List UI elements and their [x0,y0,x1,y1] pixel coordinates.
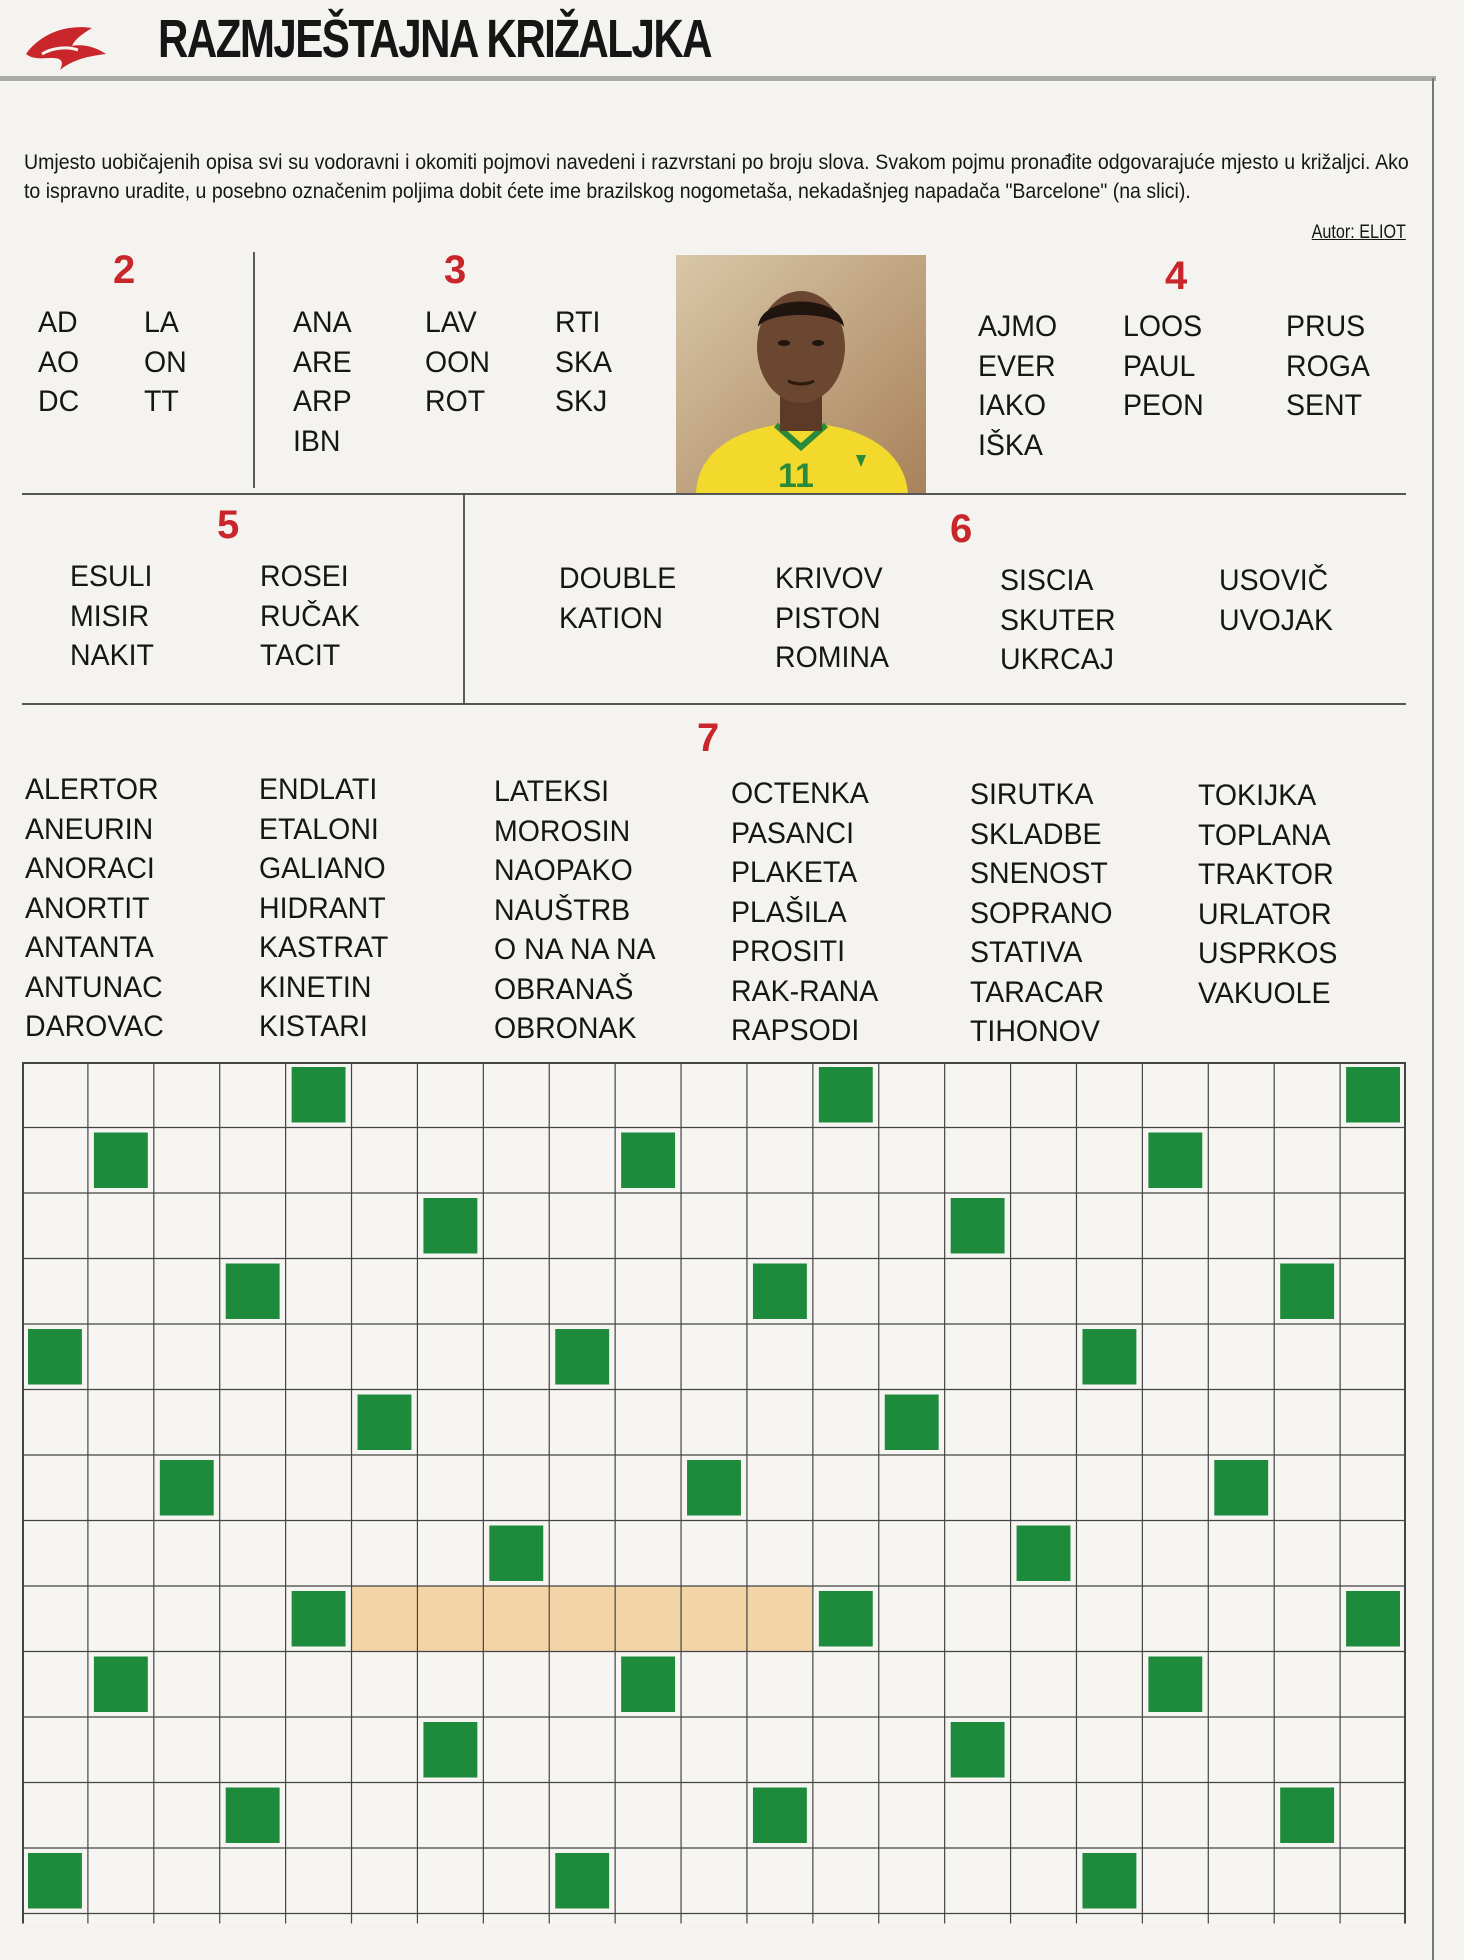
word: PLAŠILA [731,895,847,929]
green-block-cell [226,1264,280,1320]
word: LA [144,306,179,339]
word: ON [144,345,187,379]
header-divider [0,76,1436,81]
green-block-cell [1148,1657,1202,1713]
word: LATEKSI [494,775,610,808]
word: ESULI [70,560,153,593]
word: KINETIN [259,970,372,1004]
word: PLAKETA [731,856,858,889]
section-5-col-2 [260,557,365,676]
word: PISTON [775,601,881,635]
word: SNENOST [970,857,1108,890]
word: NAUŠTRB [494,893,631,927]
svg-text:11: 11 [778,457,814,493]
green-block-cell [555,1329,609,1385]
green-block-cell [1148,1133,1202,1189]
word: SKLADBE [970,817,1102,851]
word: ROGA [1286,349,1370,383]
word: RTI [555,306,601,339]
section-7-col-3 [494,772,664,1049]
green-block-cell [1346,1067,1400,1123]
green-block-cell [687,1460,741,1516]
section-3-col-2 [425,303,493,422]
word: TRAKTOR [1198,858,1334,891]
word: AD [38,306,78,339]
word: TOPLANA [1198,818,1331,852]
word: UVOJAK [1219,603,1334,637]
green-block-cell [423,1722,477,1778]
section-6-number: 6 [950,507,973,551]
word: ANTUNAC [25,970,163,1004]
word: OBRANAŠ [494,972,634,1006]
word: ETALONI [259,812,379,846]
section-6-col-1 [559,559,682,638]
word: LAV [425,306,477,339]
word: AJMO [978,310,1058,343]
word: ALERTOR [25,773,159,806]
section-7-col-4 [731,774,886,1051]
word: ANTANTA [25,931,154,964]
word: ANORACI [25,852,155,885]
section-6-col-3 [1000,561,1122,680]
section-4-number: 4 [1165,254,1188,298]
word: RUČAK [260,599,360,633]
word: OBRONAK [494,1012,637,1045]
word: MISIR [70,599,150,633]
word: SKA [555,345,613,379]
green-block-cell [160,1460,214,1516]
green-block-cell [94,1657,148,1713]
section-7-col-2 [259,770,395,1047]
word: SENT [1286,389,1363,422]
word: TARACAR [970,975,1105,1009]
word: IŠKA [978,428,1043,462]
word: KISTARI [259,1010,368,1043]
word: HIDRANT [259,891,386,925]
green-block-cell [1082,1329,1136,1385]
word: EVER [978,349,1056,383]
word: PEON [1123,389,1204,422]
green-block-cell [423,1198,477,1254]
word: URLATOR [1198,897,1332,931]
word: O NA NA NA [494,933,656,966]
word: KRIVOV [775,562,883,595]
word: AO [38,345,80,379]
section-5-number: 5 [217,503,240,547]
green-block-cell [819,1591,873,1647]
section-7-col-1 [25,770,171,1047]
section-3-number: 3 [444,248,467,292]
word: ARP [293,385,352,418]
green-block-cell [1214,1460,1268,1516]
green-block-cell [753,1264,807,1320]
word: TACIT [260,639,341,672]
green-block-cell [621,1133,675,1189]
word: SIRUTKA [970,778,1094,811]
section-2-number: 2 [113,248,136,292]
section-5-col-1 [70,557,158,676]
word: UKRCAJ [1000,643,1115,676]
green-block-cell [28,1853,82,1909]
green-block-cell [358,1395,412,1451]
word: RAPSODI [731,1014,860,1047]
green-block-cell [1280,1788,1334,1844]
green-block-cell [819,1067,873,1123]
word: USOVIČ [1219,564,1329,597]
word: SISCIA [1000,564,1094,597]
section-7-number: 7 [697,716,720,760]
word: TT [144,385,179,418]
word: DAROVAC [25,1010,164,1043]
section-3-col-3 [555,303,615,422]
section-6-col-4 [1219,561,1339,640]
row-divider-2 [22,703,1406,705]
word: IBN [293,424,341,458]
green-block-cell [28,1329,82,1385]
word: KATION [559,601,663,635]
word: ARE [293,345,352,379]
word: MOROSIN [494,814,631,848]
word: OON [425,345,490,379]
word: ROSEI [260,560,349,593]
green-block-cell [1082,1853,1136,1909]
word: OCTENKA [731,777,869,810]
author-credit: Autor: ELIOT [1311,222,1406,243]
green-block-cell [292,1067,346,1123]
word: VAKUOLE [1198,976,1331,1010]
section-7-col-5 [970,775,1120,1052]
word: NAOPAKO [494,854,633,887]
bird-logo-icon [22,14,114,74]
word: PRUS [1286,310,1366,343]
section-2-col-2 [144,303,189,422]
row-divider-1 [22,493,1406,495]
word: RAK-RANA [731,974,879,1008]
instructions-text: Umjesto uobičajenih opisa svi su vodoravni i okomiti pojmovi navedeni i razvrstani po broju slova. Svakom pojmu pronađite odgovarajuće mjesto u križaljci. Ako to ispravno uradite, u posebno označenim poljima dobit ćete ime brazilskog nogometaša, nekadašnjeg napadača "Barcelone" (na slici). [24,151,1409,203]
word: IAKO [978,389,1047,422]
word: STATIVA [970,936,1083,969]
word: DC [38,385,80,418]
word: SOPRANO [970,896,1113,930]
green-block-cell [1280,1264,1334,1320]
word: ROT [425,385,486,418]
green-block-cell [1017,1526,1071,1582]
word: USPRKOS [1198,937,1338,970]
page-title: RAZMJEŠTAJNA KRIŽALJKA [158,9,712,69]
word: SKJ [555,385,608,418]
section-4-col-2 [1123,307,1208,426]
green-block-cell [226,1788,280,1844]
green-block-cell [489,1526,543,1582]
word: DOUBLE [559,562,677,595]
green-block-cell [292,1591,346,1647]
word: KASTRAT [259,931,389,964]
word: ANEURIN [25,812,154,846]
word: ENDLATI [259,773,378,806]
word: TIHONOV [970,1015,1100,1048]
green-block-cell [951,1198,1005,1254]
green-block-cell [555,1853,609,1909]
word: ROMINA [775,641,889,674]
solution-highlight-cells [352,1586,813,1652]
section-4-col-1 [978,307,1061,465]
section-7-col-6 [1198,776,1345,1013]
right-border [1432,78,1434,1960]
green-block-cell [1346,1591,1400,1647]
word: NAKIT [70,639,154,672]
section-2-col-1 [38,303,81,422]
word: PASANCI [731,816,855,850]
section-3-col-1 [293,303,355,461]
section-4-col-3 [1286,307,1374,426]
word: SKUTER [1000,603,1116,637]
section-6-col-2 [775,559,895,678]
green-block-cell [621,1657,675,1713]
player-photo [676,255,926,493]
section-divider [463,495,465,703]
word: PAUL [1123,349,1196,383]
word: GALIANO [259,852,386,885]
word: TOKIJKA [1198,779,1317,812]
word: ANA [293,306,352,339]
green-block-cell [94,1133,148,1189]
green-block-cell [753,1788,807,1844]
page-header [0,0,1436,78]
green-block-cell [951,1722,1005,1778]
word: LOOS [1123,310,1203,343]
section-divider [253,252,255,488]
green-block-cell [885,1395,939,1451]
word: PROSITI [731,935,846,968]
crossword-grid [22,1062,1406,1960]
word: ANORTIT [25,891,150,925]
